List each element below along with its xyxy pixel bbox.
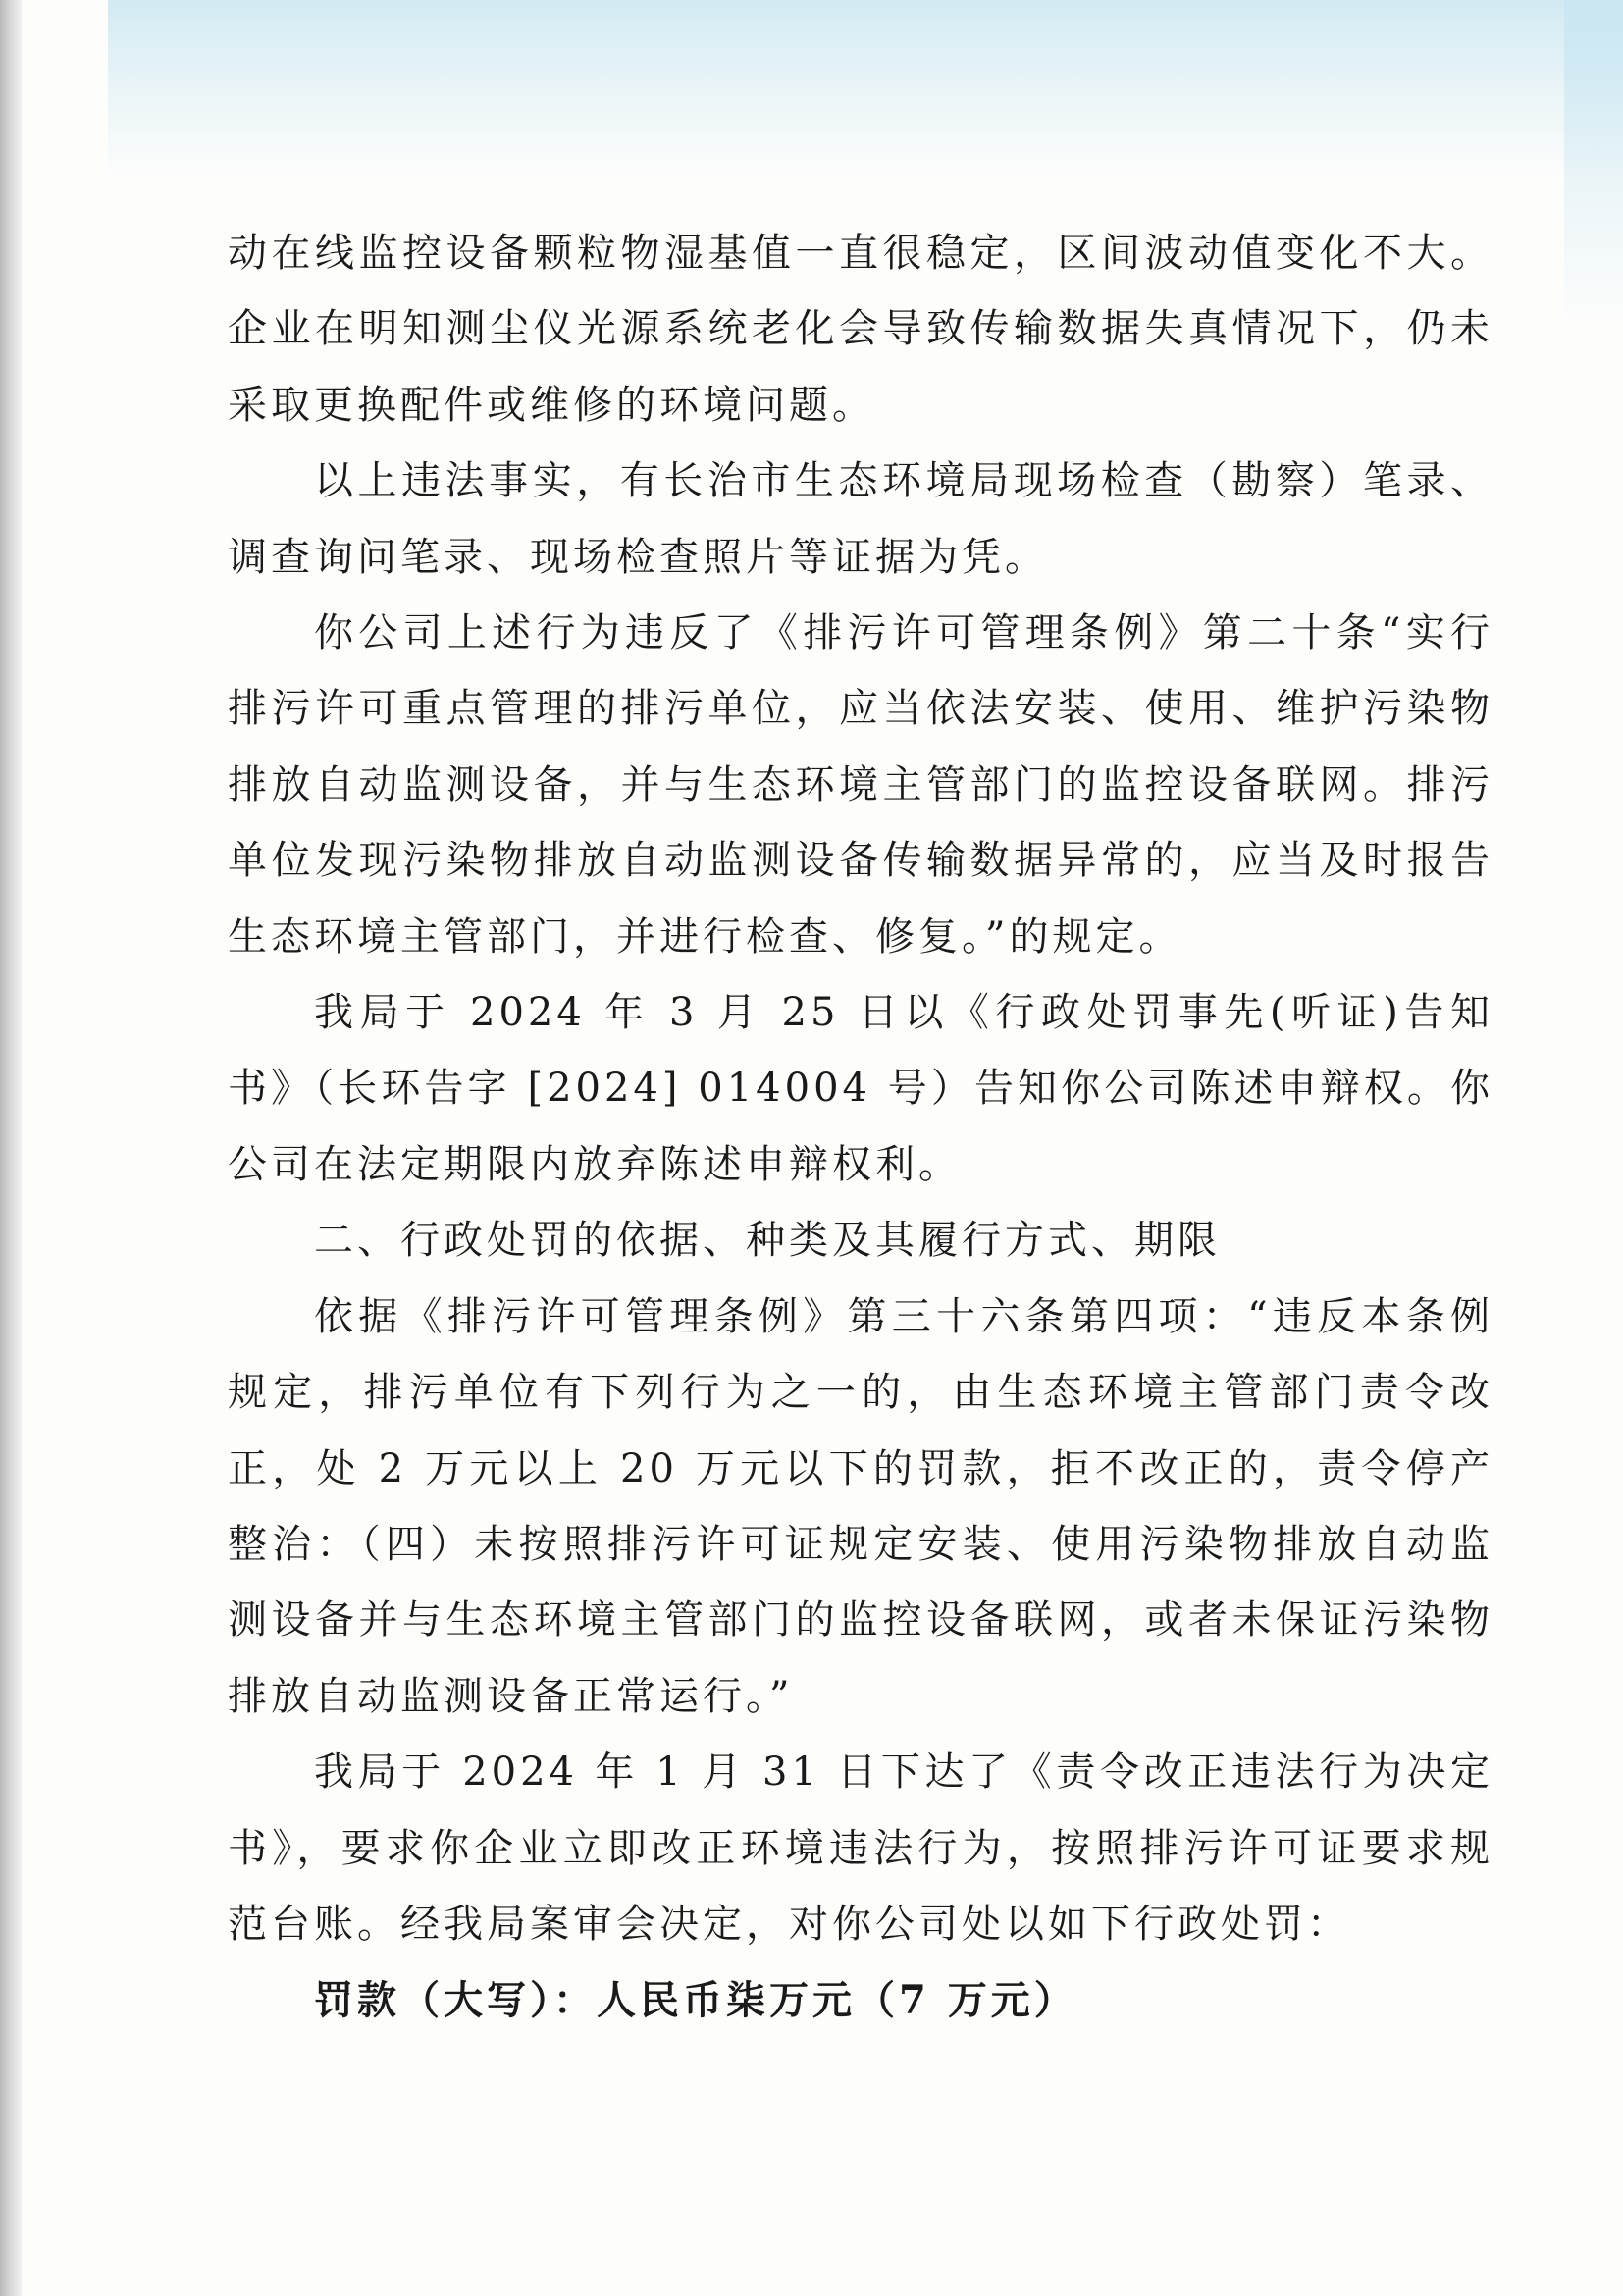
paragraph-violation-continued: 动在线监控设备颗粒物湿基值一直很稳定，区间波动值变化不大。企业在明知测尘仪光源系统老化会导致传输数据失真情况下，仍未采取更换配件或维修的环境问题。 — [228, 231, 1493, 428]
paragraph-decision: 我局于 2024 年 1 月 31 日下达了《责令改正违法行为决定书》，要求你企业立即改正环境违法行为，按照排污许可证要求规范台账。经我局案审会决定，对你公司处以如下行政处罚： — [228, 1749, 1493, 1947]
paragraph-violated-regulation: 你公司上述行为违反了《排污许可管理条例》第二十条“实行排污许可重点管理的排污单位，应当依法安装、使用、维护污染物排放自动监测设备，并与生态环境主管部门的监控设备联网。排污单位发现污染物排放自动监测设备传输数据异常的，应当及时报告生态环境主管部门，并进行检查、修复。”的规定。 — [228, 610, 1493, 960]
paragraph-notice: 我局于 2024 年 3 月 25 日以《行政处罚事先(听证)告知书》（长环告字 [2024] 014004 号）告知你公司陈述申辩权。你公司在法定期限内放弃陈述申辩权利。 — [228, 990, 1493, 1187]
scan-tint — [108, 0, 1623, 177]
scan-tint-right — [1564, 0, 1623, 324]
section-heading-penalty-basis: 二、行政处罚的依据、种类及其履行方式、期限 — [314, 1218, 1221, 1264]
document-body — [228, 216, 1493, 2039]
scan-edge — [0, 0, 22, 2296]
fine-amount: 罚款（大写）：人民币柒万元（7 万元） — [314, 1977, 1077, 2024]
paragraph-evidence: 以上违法事实，有长治市生态环境局现场检查（勘察）笔录、调查询问笔录、现场检查照片等证据为凭。 — [228, 458, 1493, 580]
paragraph-penalty-basis: 依据《排污许可管理条例》第三十六条第四项：“违反本条例规定，排污单位有下列行为之一的，由生态环境主管部门责令改正，处 2 万元以上 20 万元以下的罚款，拒不改正的，责令停产整治：（四）未按照排污许可证规定安装、使用污染物排放自动监测设备并与生态环境主管部门的监控设备联网，或者未保证污染物排放自动监测设备正常运行。” — [228, 1293, 1493, 1719]
